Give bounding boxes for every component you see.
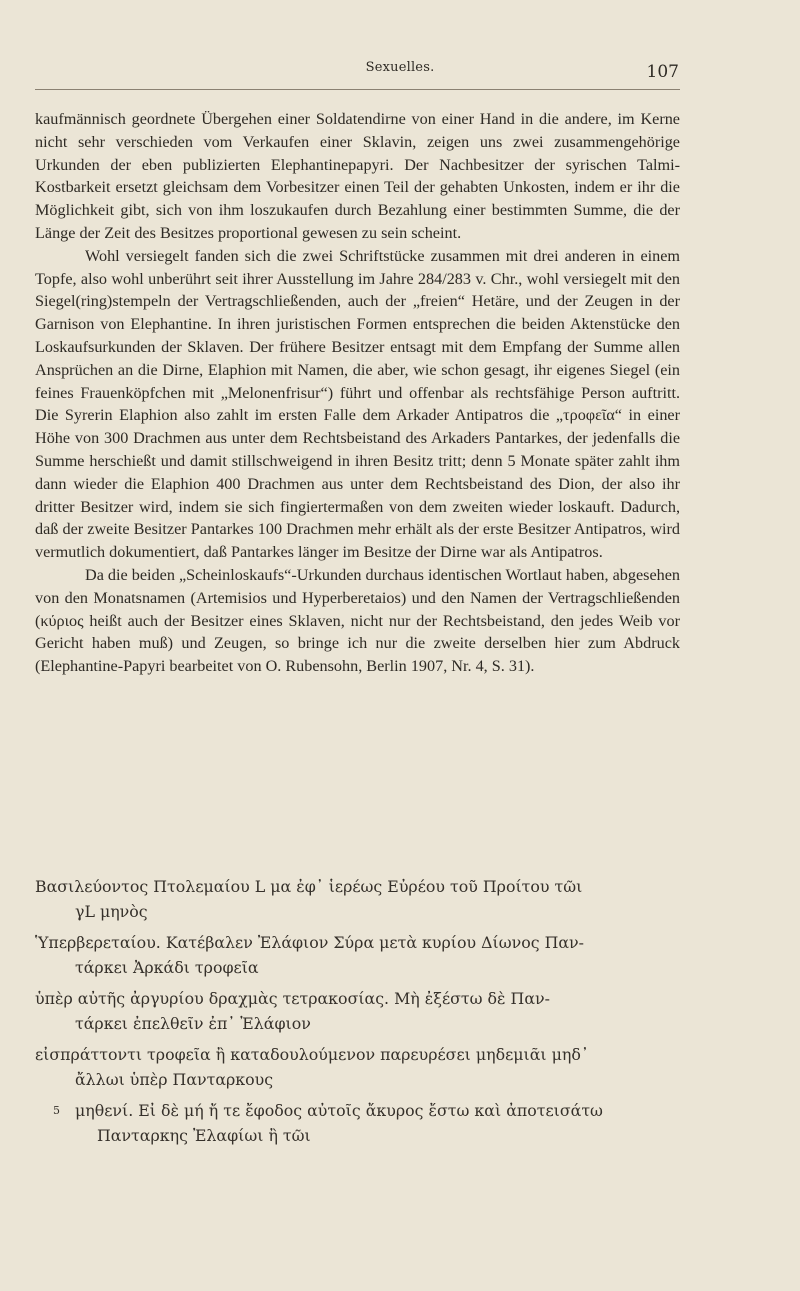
greek-line-1-cont: γL μηνὸς [75,902,148,921]
greek-line-2-cont: τάρκει Ἀρκάδι τροφεῖα [75,958,259,977]
greek-line-4: εἰσπράττοντι τροφεῖα ἢ καταδουλούμενον παρευρέσει μηδεμιᾶι μηδ᾽ [35,1045,589,1064]
greek-line-3: ὑπὲρ αὐτῆς ἀργυρίου δραχμὰς τετρακοσίας. Μὴ ἐξέστω δὲ Παν- [35,989,550,1008]
greek-line-1: Βασιλεύοντος Πτολεμαίου L μα ἐφ᾽ ἱερέως Εὐρέου τοῦ Προίτου τῶι [35,877,583,896]
header-divider [35,89,680,90]
greek-line-5-cont: Πανταρκης Ἐλαφίωι ἢ τῶι [97,1126,311,1145]
greek-line-3-cont: τάρκει ἐπελθεῖν ἐπ᾽ Ἐλάφιον [75,1014,311,1033]
main-text [35,108,680,678]
paragraph-3: Da die beiden „Scheinloskaufs“-Urkunden durchaus identischen Wortlaut haben, abgesehen von den Monatsnamen (Artemisios und Hyperberetaios) und den Namen der Vertragschließenden (κύριος heißt auch der Besitzer eines Sklaven, nicht nur der Rechtsbeistand, den jedes Weib vor Gericht haben muß) und Zeugen, so bringe ich nur die zweite derselben hier zum Abdruck (Elephantine-Papyri bearbeitet von O. Rubensohn, Berlin 1907, Nr. 4, S. 31). [35,565,680,676]
paragraph-1: kaufmännisch geordnete Übergehen einer Soldatendirne von einer Hand in die andere, im Kerne nicht sehr verschieden vom Verkaufen einer Sklavin, zeigen uns zwei zusammengehörige Urkunden der eben publizierten Elephantinepapyri. Der Nachbesitzer der syrischen Talmi-Kostbarkeit ersetzt gleichsam dem Vorbesitzer einen Teil der gehabten Unkosten, indem er ihr die Möglichkeit gibt, sich von ihm loszukaufen durch Bezahlung einer bestimmten Summe, die der Länge der Zeit des Besitzes proportional gewesen zu sein scheint. [35,110,680,242]
page-header [0,60,800,90]
greek-line-5: μηθενί. Εἰ δὲ μή ἤ τε ἔφοδος αὐτοῖς ἄκυρος ἔστω καὶ ἀποτεισάτω [75,1101,603,1120]
page-number: 107 [646,62,679,82]
running-title: Sexuelles. [365,60,435,75]
greek-line-4-cont: ἄλλωι ὑπὲρ Πανταρκους [75,1070,274,1089]
line-number: 5 [53,1104,60,1117]
paragraph-2: Wohl versiegelt fanden sich die zwei Schriftstücke zusammen mit drei anderen in einem Topfe, also wohl unberührt seit ihrer Ausstellung im Jahre 284/283 v. Chr., wohl versiegelt mit den Siegel(ring)stempeln der Vertragschließenden, auch der „freien“ Hetäre, und der Zeugen in der Garnison von Elephantine. In ihren juristischen Formen entsprechen die beiden Aktenstücke den Loskaufsurkunden der Sklaven. Der frühere Besitzer entsagt mit dem Empfang der Summe allen Ansprüchen an die Dirne, Elaphion mit Namen, die aber, wie schon gesagt, ihr eigenes Siegel (ein feines Frauenköpfchen mit „Melonenfrisur“) führt und offenbar als rechtsfähige Person auftritt. Die Syrerin Elaphion also zahlt im ersten Falle dem Arkader Antipatros die „τροφεῖα“ in einer Höhe von 300 Drachmen aus unter dem Rechtsbeistand des Arkaders Pantarkes, der jedenfalls die Summe herschießt und damit stillschweigend in ihren Besitz tritt; denn 5 Monate später zahlt ihm dann wieder die Elaphion 400 Drachmen aus unter dem Rechtsbeistand des Dion, der also ihr dritter Besitzer wird, indem sie sich fingiertermaßen von dem zweiten wieder loskauft. Dadurch, daß der zweite Besitzer Pantarkes 100 Drachmen mehr erhält als der erste Besitzer Antipatros, wird vermutlich dokumentiert, daß Pantarkes länger im Besitze der Dirne war als Antipatros. [35,246,680,562]
greek-line-2: Ὑπερβερεταίου. Κατέβαλεν Ἐλάφιον Σύρα μετὰ κυρίου Δίωνος Παν- [35,933,584,952]
